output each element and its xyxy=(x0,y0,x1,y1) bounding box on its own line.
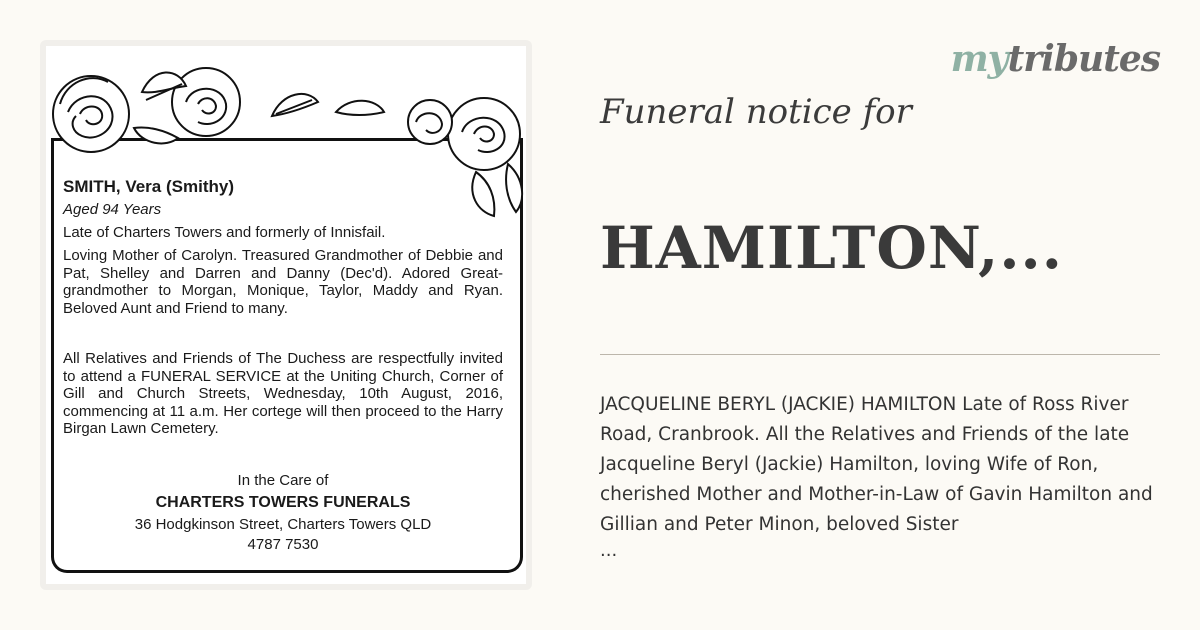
notice-deceased-name: SMITH, Vera (Smithy) xyxy=(63,177,234,196)
notice-excerpt: JACQUELINE BERYL (JACKIE) HAMILTON Late of Ross River Road, Cranbrook. All the Relatives and Friends of the late Jacqueline Beryl (Jackie) Hamilton, loving Wife of Ron, cherished Mother and Mother-in-Law of Gavin Hamilton and Gillian and Peter Minon, beloved Sister xyxy=(600,394,1153,535)
mytributes-logo[interactable] xyxy=(951,38,1160,80)
notice-age: Aged 94 Years xyxy=(63,201,162,218)
page-subtitle: Funeral notice for xyxy=(600,92,912,132)
notice-image-card xyxy=(40,40,532,590)
notice-care-label: In the Care of xyxy=(237,472,329,489)
logo-suffix: tributes xyxy=(1007,38,1160,80)
notice-phone: 4787 7530 xyxy=(247,536,319,553)
notice-late-of: Late of Charters Towers and formerly of Innisfail. xyxy=(63,224,386,241)
notice-paper xyxy=(46,46,526,584)
notice-address: 36 Hodgkinson Street, Charters Towers QLD xyxy=(134,516,432,533)
excerpt-ellipsis: ... xyxy=(600,540,618,561)
rose-border-icon xyxy=(46,52,526,222)
notice-service-paragraph: All Relatives and Friends of The Duchess are respectfully invited to attend a FUNERAL SERVICE at the Uniting Church, Corner of Gill and Church Streets, Wednesday, 10th August, 2016, commencing at 11 a.m. Her cortege will then proceed to the Harry Birgan Lawn Cemetery. xyxy=(63,350,503,437)
page-title: HAMILTON,... xyxy=(600,214,1063,282)
notice-family-paragraph: Loving Mother of Carolyn. Treasured Grandmother of Debbie and Pat, Shelley and Darren and Danny (Dec'd). Adored Great-grandmother to Morgan, Monique, Taylor, Maddy and Ryan. Beloved Aunt and Friend to many. xyxy=(63,247,503,317)
divider xyxy=(600,354,1160,355)
notice-funeral-director: CHARTERS TOWERS FUNERALS xyxy=(155,494,411,511)
logo-prefix: my xyxy=(950,38,1008,80)
